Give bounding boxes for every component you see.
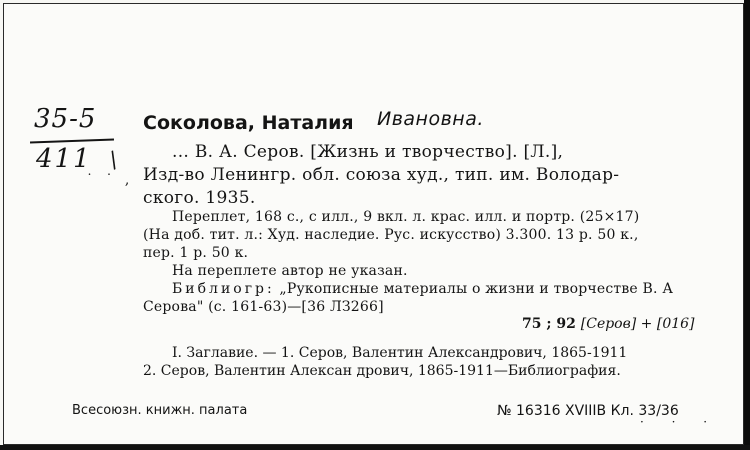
author-heading: Соколова, Наталия	[143, 112, 354, 134]
description-line-1: Переплет, 168 с., с илл., 9 вкл. л. крас. илл. и портр. (25×17)	[172, 209, 640, 225]
description-line-2: (На доб. тит. л.: Худ. наследие. Рус. искусство) 3.300. 13 р. 50 к.,	[143, 227, 639, 243]
handwritten-dots-mark: ˙ ˙ ,	[86, 172, 134, 188]
tracing-line-2: 2. Серов, Валентин Алексан дрович, 1865-1911—Библиография.	[143, 363, 621, 379]
print-specks: · · ·	[640, 415, 720, 429]
note-author-not-indicated: На переплете автор не указан.	[172, 263, 408, 279]
card-edge-shadow-right	[744, 0, 750, 450]
bibliography-label: Библиогр:	[172, 281, 275, 297]
author-patronymic-handwritten: Ивановна.	[377, 108, 484, 130]
card-edge-shadow-bottom	[0, 445, 750, 450]
classification-subject: [Серов] + [016]	[580, 316, 695, 332]
bibliography-text: „Рукописные материалы о жизни и творчестве В. А	[274, 281, 674, 297]
title-line-1: ... В. А. Серов. [Жизнь и творчество]. [Л.],	[172, 142, 564, 162]
note-bibliography	[172, 281, 673, 297]
tracing-line-1: I. Заглавие. — 1. Серов, Валентин Александрович, 1865-1911	[172, 345, 628, 361]
title-line-3: ского. 1935.	[143, 188, 256, 208]
note-bibliography-cont: Серова" (с. 161-63)—[36 ЛЗ266]	[143, 299, 384, 315]
card-number: № 16316 XVIIIB Кл. 33/36	[497, 403, 679, 419]
shelfmark-line1: 35-5	[34, 104, 97, 134]
description-line-3: пер. 1 р. 50 к.	[143, 245, 249, 261]
publisher-footer: Всесоюзн. книжн. палата	[72, 403, 248, 418]
classification-index	[522, 316, 695, 332]
title-line-2: Изд-во Ленингр. обл. союза худ., тип. им. Володар-	[143, 165, 620, 185]
shelfmark-line2: 411	[36, 144, 92, 174]
classification-prefix: 75 ; 92	[522, 316, 581, 332]
handwritten-slash-mark: /	[105, 147, 123, 174]
